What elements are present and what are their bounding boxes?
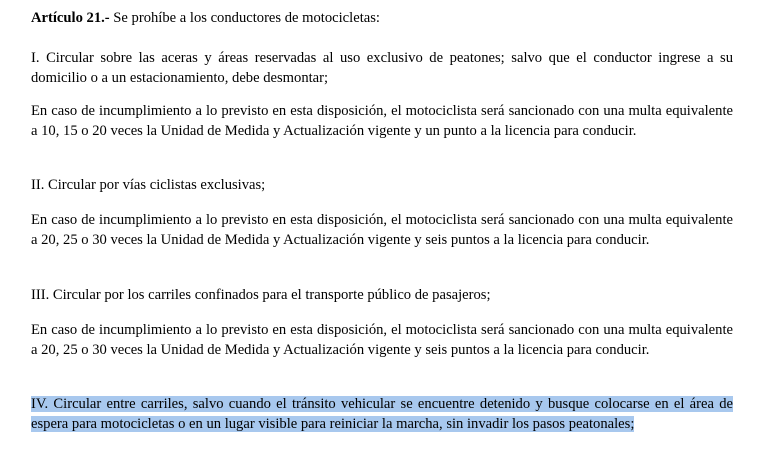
item-ii-penalty: En caso de incumplimiento a lo previsto en esta disposición, el motociclista será sancionado con una multa equivalente a 20, 25 o 30 veces la Unidad de Medida y Actualización vigente y seis puntos a la licencia para conducir. (31, 212, 733, 249)
article-heading: Artículo 21.- (31, 10, 110, 26)
item-i-text: I. Circular sobre las aceras y áreas reservadas al uso exclusivo de peatones; salvo que el conductor ingrese a su domicilio o a un estacionamiento, debe desmontar; (31, 50, 733, 87)
item-iv-paragraph (31, 394, 733, 435)
item-i-penalty: En caso de incumplimiento a lo previsto en esta disposición, el motociclista será sancionado con una multa equivalente a 10, 15 o 20 veces la Unidad de Medida y Actualización vigente y un punto a la licencia para conducir. (31, 103, 733, 140)
item-iii-penalty: En caso de incumplimiento a lo previsto en esta disposición, el motociclista será sancionado con una multa equivalente a 20, 25 o 30 veces la Unidad de Medida y Actualización vigente y seis puntos a la licencia para conducir. (31, 322, 733, 359)
item-ii-text: II. Circular por vías ciclistas exclusivas; (31, 177, 266, 193)
article-header (31, 8, 733, 28)
item-iv-text-highlighted[interactable]: IV. Circular entre carriles, salvo cuando el tránsito vehicular se encuentre detenido y busque colocarse en el área de espera para motocicletas o en un lugar visible para reiniciar la marcha, sin invadir los pasos peatonales; (31, 396, 733, 433)
article-intro: Se prohíbe a los conductores de motocicletas: (113, 10, 380, 26)
item-iii-text: III. Circular por los carriles confinados para el transporte público de pasajeros; (31, 287, 491, 303)
